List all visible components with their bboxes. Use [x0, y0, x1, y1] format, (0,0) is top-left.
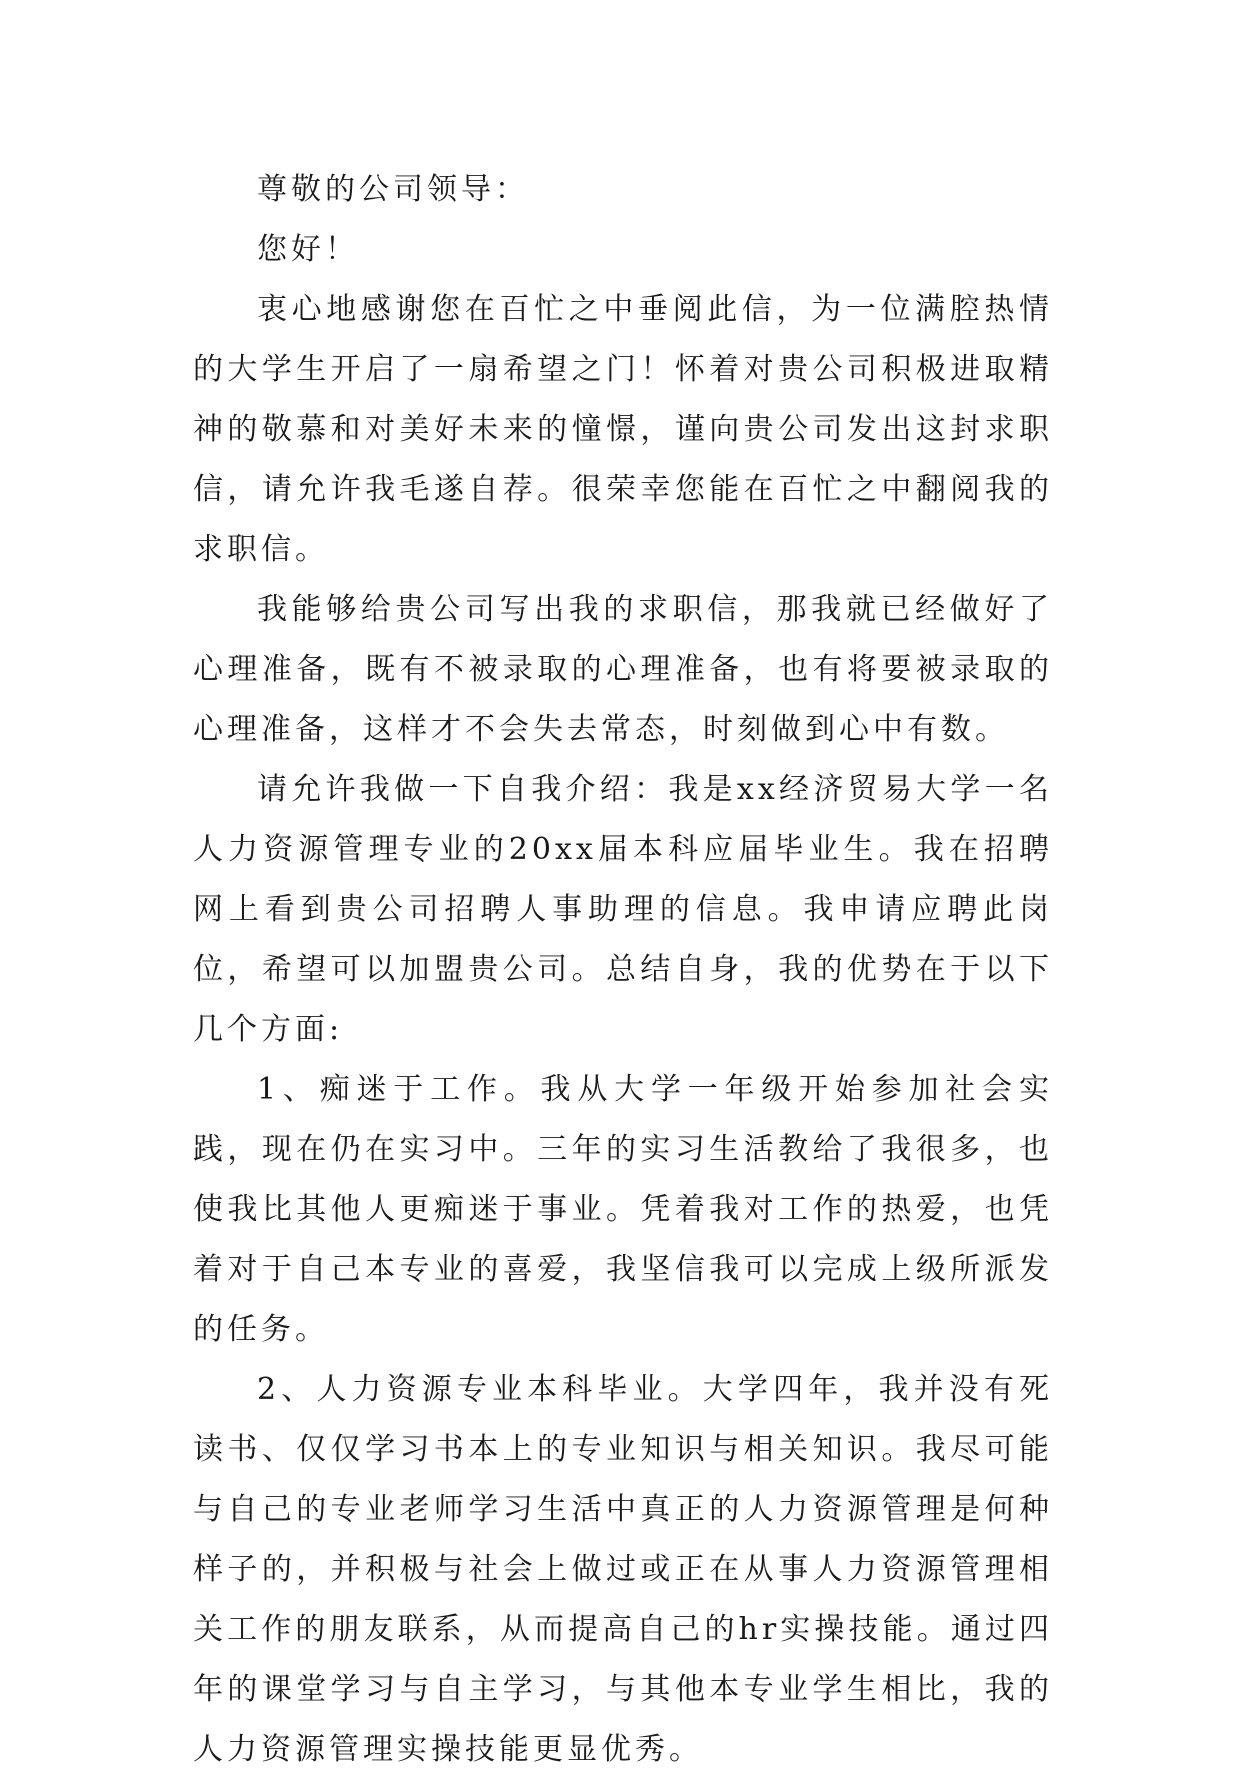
paragraph-strength-2: 2、人力资源专业本科毕业。大学四年，我并没有死读书、仅仅学习书本上的专业知识与相关知识。我尽可能与自己的专业老师学习生活中真正的人力资源管理是何种样子的，并积极与社会上做过或正在从事人力资源管理相关工作的朋友联系，从而提高自己的hr实操技能。通过四年的课堂学习与自主学习，与其他本专业学生相比，我的人力资源管理实操技能更显优秀。 [193, 1372, 1053, 1767]
letter-body [193, 160, 1053, 1780]
paragraph-thanks: 衷心地感谢您在百忙之中垂阅此信，为一位满腔热情的大学生开启了一扇希望之门！怀着对贵公司积极进取精神的敬慕和对美好未来的憧憬，谨向贵公司发出这封求职信，请允许我毛遂自荐。很荣幸您能在百忙之中翻阅我的求职信。 [193, 292, 1053, 567]
paragraph-strength-1: 1、痴迷于工作。我从大学一年级开始参加社会实践，现在仍在实习中。三年的实习生活教给了我很多，也使我比其他人更痴迷于事业。凭着我对工作的热爱，也凭着对于自己本专业的喜爱，我坚信我可以完成上级所派发的任务。 [193, 1072, 1053, 1347]
paragraph-readiness: 我能够给贵公司写出我的求职信，那我就已经做好了心理准备，既有不被录取的心理准备，也有将要被录取的心理准备，这样才不会失去常态，时刻做到心中有数。 [193, 592, 1053, 747]
paragraph-introduction: 请允许我做一下自我介绍：我是xx经济贸易大学一名人力资源管理专业的20xx届本科应届毕业生。我在招聘网上看到贵公司招聘人事助理的信息。我申请应聘此岗位，希望可以加盟贵公司。总结自身，我的优势在于以下几个方面: [193, 772, 1053, 1047]
greeting: 您好！ [257, 232, 359, 267]
salutation: 尊敬的公司领导： [257, 172, 529, 207]
